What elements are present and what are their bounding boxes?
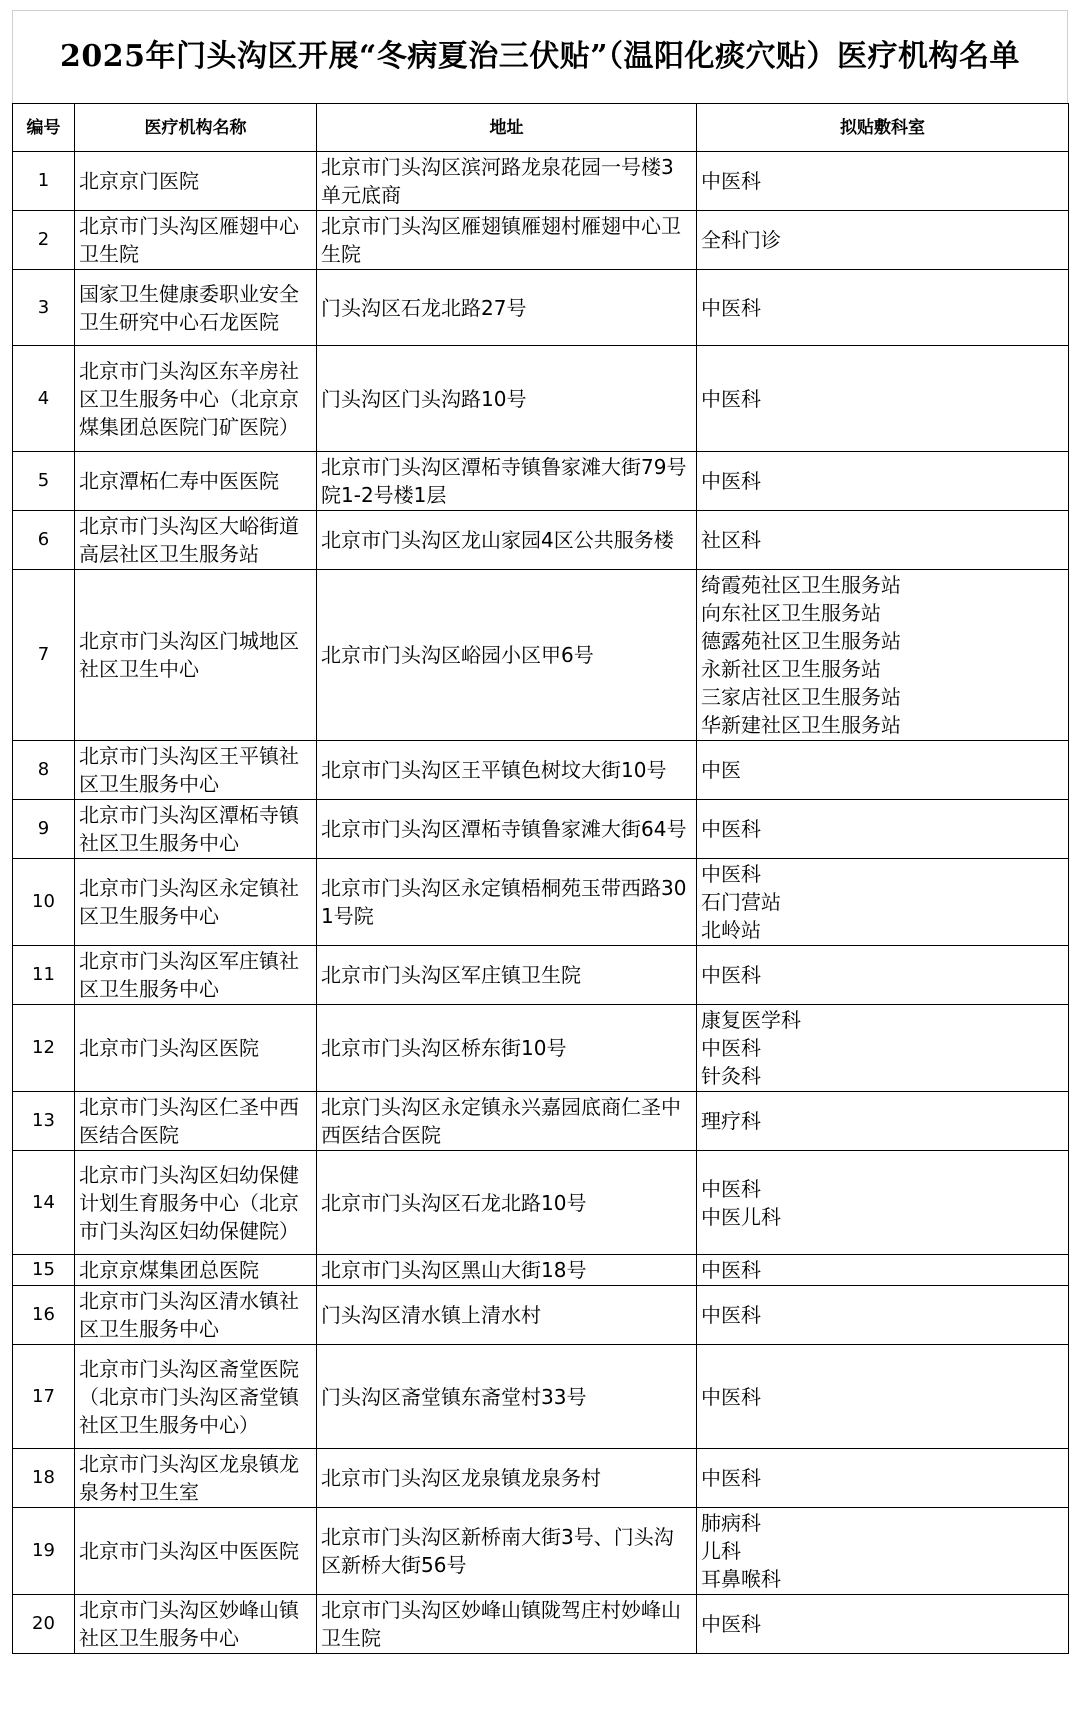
- table-row: [13, 946, 1069, 1005]
- department-item: 三家店社区卫生服务站: [701, 685, 901, 709]
- cell-num: 2: [13, 211, 75, 270]
- table-row: [13, 1449, 1069, 1508]
- table-row: [13, 570, 1069, 741]
- cell-institution-name: 北京市门头沟区龙泉镇龙泉务村卫生室: [75, 1449, 317, 1508]
- department-item: 绮霞苑社区卫生服务站: [701, 573, 901, 597]
- cell-address: 门头沟区清水镇上清水村: [317, 1286, 697, 1345]
- department-item: 中医儿科: [701, 1204, 781, 1229]
- cell-institution-name: 北京市门头沟区清水镇社区卫生服务中心: [75, 1286, 317, 1345]
- table-row: [13, 741, 1069, 800]
- department-item: 理疗科: [701, 1109, 761, 1133]
- document-sheet: [12, 10, 1068, 1654]
- table-row: [13, 1151, 1069, 1255]
- cell-address: 北京市门头沟区妙峰山镇陇驾庄村妙峰山卫生院: [317, 1595, 697, 1654]
- institution-table: [12, 103, 1069, 1654]
- table-row: [13, 1092, 1069, 1151]
- cell-department: [697, 570, 1069, 741]
- table-row: [13, 511, 1069, 570]
- cell-institution-name: 北京市门头沟区王平镇社区卫生服务中心: [75, 741, 317, 800]
- cell-address: 北京市门头沟区军庄镇卫生院: [317, 946, 697, 1005]
- table-row: [13, 1255, 1069, 1286]
- cell-department: [697, 1151, 1069, 1255]
- department-item: 华新建社区卫生服务站: [701, 713, 901, 737]
- table-row: [13, 1595, 1069, 1654]
- cell-department: [697, 1449, 1069, 1508]
- department-item: 中医科: [701, 1466, 761, 1490]
- table-header-row: [13, 104, 1069, 152]
- cell-department: [697, 1508, 1069, 1595]
- cell-address: 北京市门头沟区黑山大街18号: [317, 1255, 697, 1286]
- header-address: 地址: [317, 104, 697, 152]
- cell-address: 北京市门头沟区石龙北路10号: [317, 1151, 697, 1255]
- cell-department: [697, 946, 1069, 1005]
- cell-address: 北京市门头沟区龙泉镇龙泉务村: [317, 1449, 697, 1508]
- department-item: 儿科: [701, 1539, 741, 1563]
- cell-department: [697, 270, 1069, 346]
- department-item: 耳鼻喉科: [701, 1567, 781, 1591]
- table-row: [13, 859, 1069, 946]
- department-item: 向东社区卫生服务站: [701, 601, 881, 625]
- table-row: [13, 800, 1069, 859]
- cell-department: [697, 211, 1069, 270]
- cell-department: [697, 859, 1069, 946]
- page-title: 2025年门头沟区开展“冬病夏治三伏贴”（温阳化痰穴贴）医疗机构名单: [59, 39, 1020, 74]
- cell-address: 北京市门头沟区雁翅镇雁翅村雁翅中心卫生院: [317, 211, 697, 270]
- cell-department: [697, 1286, 1069, 1345]
- cell-department: [697, 1345, 1069, 1449]
- department-item: 石门营站: [701, 890, 781, 914]
- table-row: [13, 152, 1069, 211]
- department-item: 中医科: [701, 386, 761, 411]
- department-item: 永新社区卫生服务站: [701, 657, 881, 681]
- cell-institution-name: 国家卫生健康委职业安全卫生研究中心石龙医院: [75, 270, 317, 346]
- cell-num: 17: [13, 1345, 75, 1449]
- table-row: [13, 270, 1069, 346]
- cell-department: [697, 152, 1069, 211]
- cell-department: [697, 1092, 1069, 1151]
- department-item: 中医科: [701, 169, 761, 193]
- cell-address: 北京市门头沟区桥东街10号: [317, 1005, 697, 1092]
- table-body: [13, 152, 1069, 1654]
- cell-num: 9: [13, 800, 75, 859]
- department-item: 全科门诊: [701, 228, 781, 252]
- department-item: 中医科: [701, 469, 761, 493]
- cell-department: [697, 452, 1069, 511]
- cell-department: [697, 1005, 1069, 1092]
- cell-institution-name: 北京市门头沟区大峪街道高层社区卫生服务站: [75, 511, 317, 570]
- department-item: 德露苑社区卫生服务站: [701, 629, 901, 653]
- cell-address: 门头沟区斋堂镇东斋堂村33号: [317, 1345, 697, 1449]
- table-row: [13, 1508, 1069, 1595]
- cell-institution-name: 北京市门头沟区斋堂医院（北京市门头沟区斋堂镇社区卫生服务中心）: [75, 1345, 317, 1449]
- table-row: [13, 1286, 1069, 1345]
- cell-num: 4: [13, 346, 75, 452]
- cell-num: 18: [13, 1449, 75, 1508]
- cell-num: 1: [13, 152, 75, 211]
- cell-institution-name: 北京市门头沟区东辛房社区卫生服务中心（北京京煤集团总医院门矿医院）: [75, 346, 317, 452]
- cell-address: 北京市门头沟区王平镇色树坟大街10号: [317, 741, 697, 800]
- cell-address: 北京市门头沟区龙山家园4区公共服务楼: [317, 511, 697, 570]
- title-box: [12, 10, 1068, 103]
- cell-institution-name: 北京市门头沟区门城地区社区卫生中心: [75, 570, 317, 741]
- cell-department: [697, 346, 1069, 452]
- cell-institution-name: 北京市门头沟区妙峰山镇社区卫生服务中心: [75, 1595, 317, 1654]
- cell-num: 11: [13, 946, 75, 1005]
- cell-num: 6: [13, 511, 75, 570]
- department-item: 康复医学科: [701, 1008, 801, 1032]
- cell-address: 北京市门头沟区滨河路龙泉花园一号楼3单元底商: [317, 152, 697, 211]
- cell-address: 门头沟区石龙北路27号: [317, 270, 697, 346]
- cell-num: 14: [13, 1151, 75, 1255]
- cell-institution-name: 北京市门头沟区中医医院: [75, 1508, 317, 1595]
- cell-address: 北京市门头沟区永定镇梧桐苑玉带西路301号院: [317, 859, 697, 946]
- cell-institution-name: 北京市门头沟区仁圣中西医结合医院: [75, 1092, 317, 1151]
- department-item: 中医科: [701, 862, 761, 886]
- cell-institution-name: 北京市门头沟区雁翅中心卫生院: [75, 211, 317, 270]
- table-row: [13, 1005, 1069, 1092]
- header-name: 医疗机构名称: [75, 104, 317, 152]
- department-item: 中医科: [701, 817, 761, 841]
- department-item: 中医: [701, 758, 741, 782]
- cell-institution-name: 北京市门头沟区军庄镇社区卫生服务中心: [75, 946, 317, 1005]
- department-item: 中医科: [701, 1258, 761, 1282]
- cell-institution-name: 北京市门头沟区妇幼保健计划生育服务中心（北京市门头沟区妇幼保健院）: [75, 1151, 317, 1255]
- cell-address: 北京市门头沟区新桥南大街3号、门头沟区新桥大街56号: [317, 1508, 697, 1595]
- department-item: 肺病科: [701, 1511, 761, 1535]
- cell-num: 7: [13, 570, 75, 741]
- department-item: 针灸科: [701, 1064, 761, 1088]
- cell-institution-name: 北京市门头沟区医院: [75, 1005, 317, 1092]
- cell-num: 5: [13, 452, 75, 511]
- cell-num: 16: [13, 1286, 75, 1345]
- header-num: 编号: [13, 104, 75, 152]
- department-item: 中医科: [701, 1303, 761, 1327]
- cell-institution-name: 北京市门头沟区潭柘寺镇社区卫生服务中心: [75, 800, 317, 859]
- cell-institution-name: 北京京门医院: [75, 152, 317, 211]
- cell-department: [697, 511, 1069, 570]
- cell-num: 19: [13, 1508, 75, 1595]
- cell-department: [697, 741, 1069, 800]
- cell-address: 北京门头沟区永定镇永兴嘉园底商仁圣中西医结合医院: [317, 1092, 697, 1151]
- cell-department: [697, 800, 1069, 859]
- cell-address: 北京市门头沟区潭柘寺镇鲁家滩大街64号: [317, 800, 697, 859]
- cell-institution-name: 北京市门头沟区永定镇社区卫生服务中心: [75, 859, 317, 946]
- cell-num: 20: [13, 1595, 75, 1654]
- table-row: [13, 346, 1069, 452]
- cell-institution-name: 北京潭柘仁寿中医医院: [75, 452, 317, 511]
- cell-department: [697, 1255, 1069, 1286]
- cell-address: 北京市门头沟区峪园小区甲6号: [317, 570, 697, 741]
- department-item: 中医科: [701, 295, 761, 320]
- cell-institution-name: 北京京煤集团总医院: [75, 1255, 317, 1286]
- cell-num: 8: [13, 741, 75, 800]
- cell-num: 15: [13, 1255, 75, 1286]
- department-item: 社区科: [701, 528, 761, 552]
- department-item: 中医科: [701, 1176, 761, 1201]
- department-item: 中医科: [701, 1036, 761, 1060]
- table-row: [13, 211, 1069, 270]
- cell-address: 门头沟区门头沟路10号: [317, 346, 697, 452]
- cell-address: 北京市门头沟区潭柘寺镇鲁家滩大街79号院1-2号楼1层: [317, 452, 697, 511]
- department-item: 中医科: [701, 1612, 761, 1636]
- table-row: [13, 1345, 1069, 1449]
- table-row: [13, 452, 1069, 511]
- cell-num: 3: [13, 270, 75, 346]
- cell-num: 10: [13, 859, 75, 946]
- header-dept: 拟贴敷科室: [697, 104, 1069, 152]
- department-item: 中医科: [701, 963, 761, 987]
- cell-num: 13: [13, 1092, 75, 1151]
- department-item: 中医科: [701, 1384, 761, 1409]
- cell-department: [697, 1595, 1069, 1654]
- department-item: 北岭站: [701, 918, 761, 942]
- cell-num: 12: [13, 1005, 75, 1092]
